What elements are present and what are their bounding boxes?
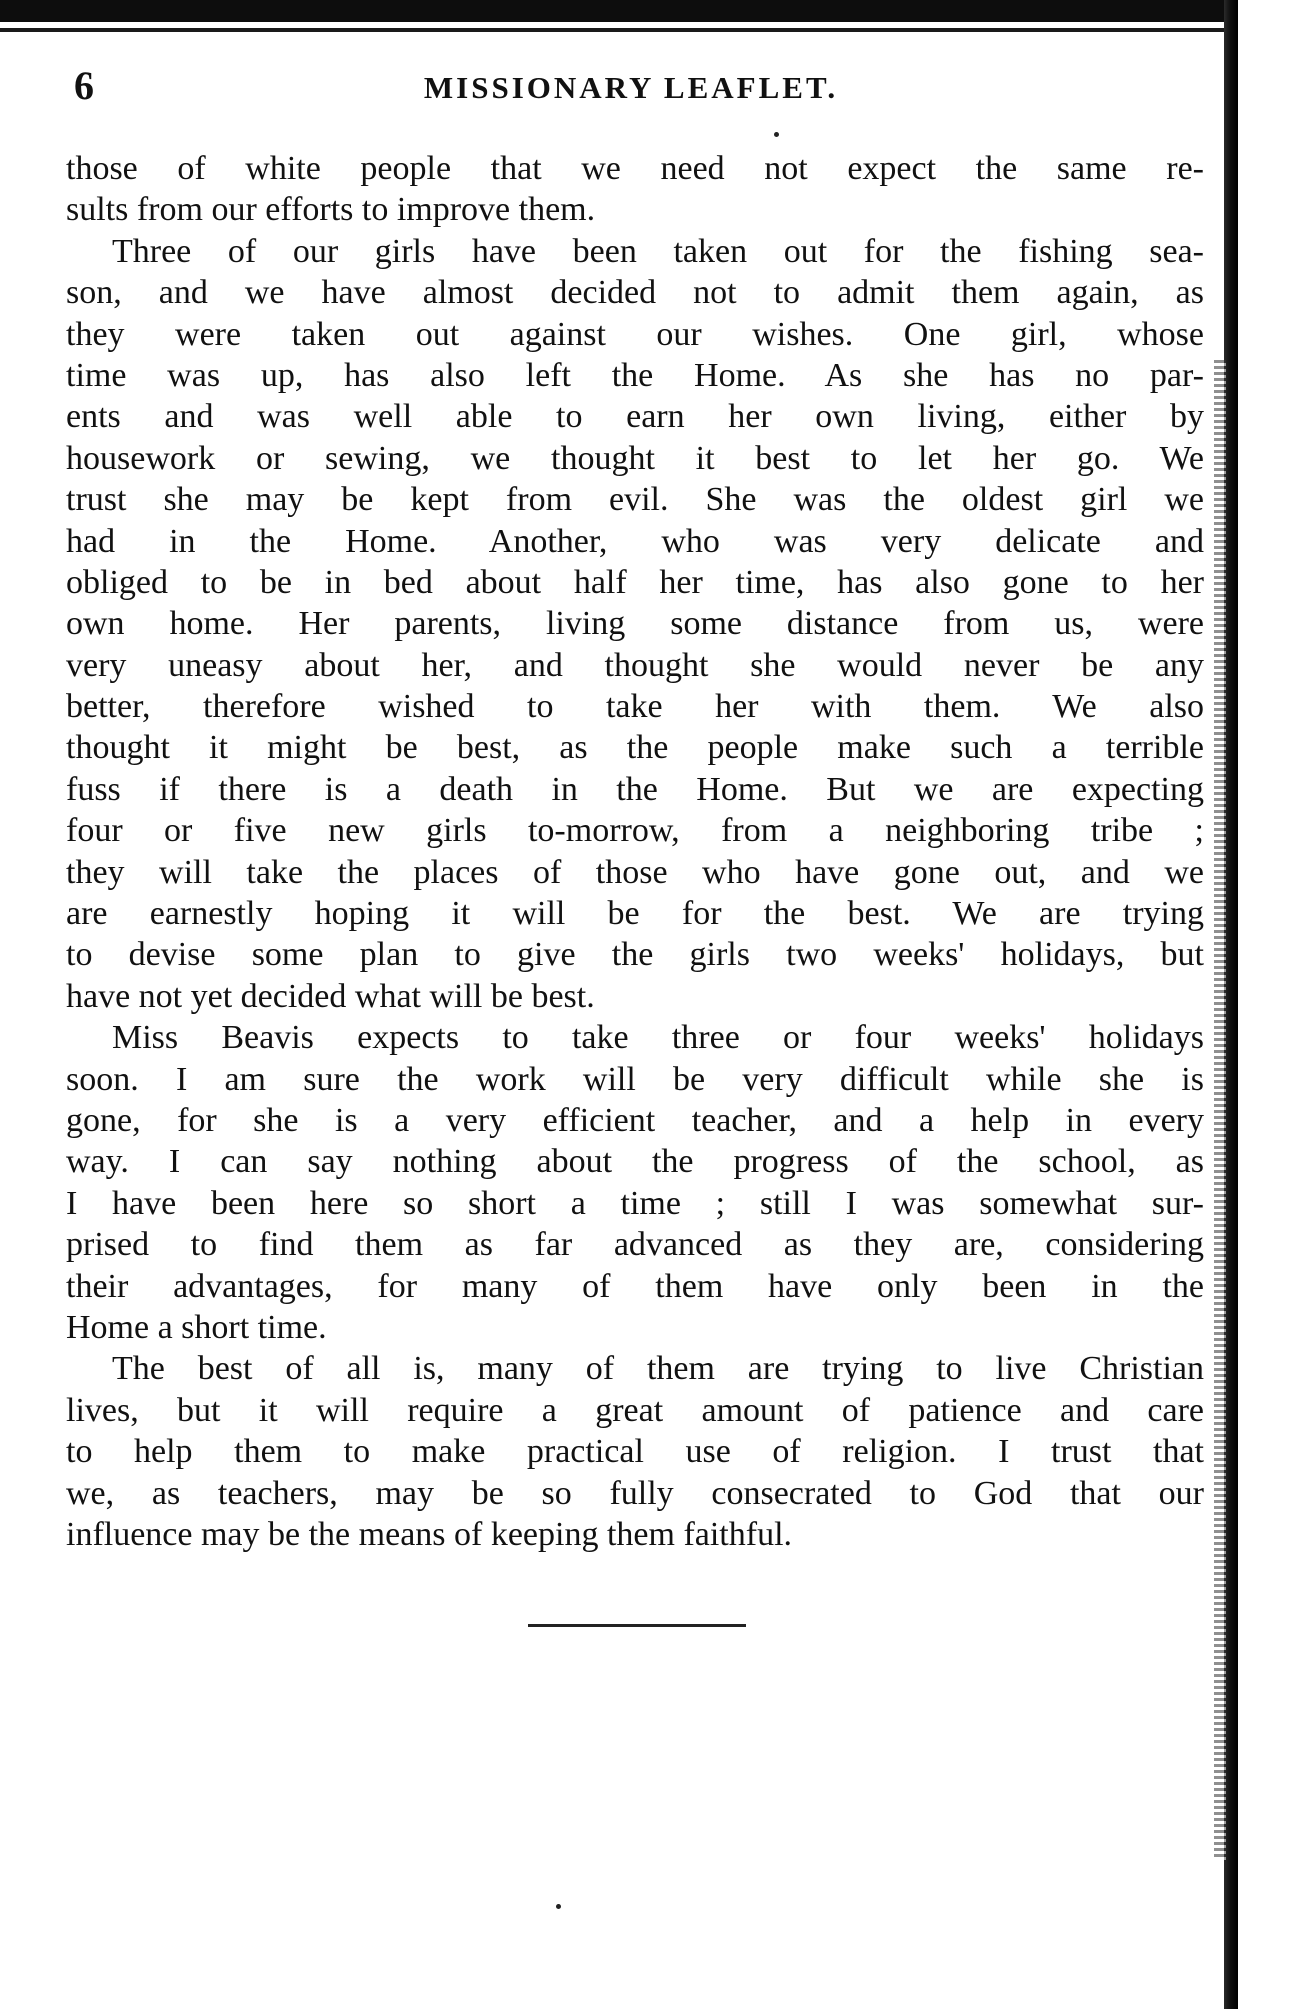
- text-line: soon. I am sure the work will be very difficult while she is: [66, 1060, 1204, 1098]
- paragraph: [66, 1017, 1204, 1348]
- text-line: son, and we have almost decided not to admit them again, as: [66, 274, 1204, 312]
- text-line: their advantages, for many of them have only been in the: [66, 1267, 1204, 1305]
- text-line: trust she may be kept from evil. She was the oldest girl we: [66, 481, 1204, 519]
- text-line: very uneasy about her, and thought she would never be any: [66, 646, 1204, 684]
- text-line: The best of all is, many of them are trying to live Christian: [112, 1350, 1204, 1388]
- article-body: [66, 148, 1204, 1555]
- text-line: time was up, has also left the Home. As she has no par-: [66, 356, 1204, 394]
- text-line: way. I can say nothing about the progress of the school, as: [66, 1143, 1204, 1181]
- text-line: influence may be the means of keeping them faithful.: [66, 1515, 793, 1553]
- text-line: own home. Her parents, living some distance from us, were: [66, 605, 1204, 643]
- text-line: prised to find them as far advanced as they are, considering: [66, 1226, 1204, 1264]
- page-header: [66, 62, 1196, 110]
- paragraph: [66, 231, 1204, 1017]
- text-line: had in the Home. Another, who was very delicate and: [66, 522, 1204, 560]
- text-line: to help them to make practical use of religion. I trust that: [66, 1433, 1204, 1471]
- section-end-rule: [528, 1624, 746, 1627]
- paragraph: [66, 148, 1204, 231]
- text-line: thought it might be best, as the people make such a terrible: [66, 729, 1204, 767]
- top-border-thin-rule: [0, 28, 1238, 32]
- running-title: MISSIONARY LEAFLET.: [423, 70, 839, 105]
- page-edge-shadow: [1214, 360, 1226, 1860]
- text-line: Three of our girls have been taken out for the fishing sea-: [112, 232, 1204, 270]
- paragraph: [66, 1348, 1204, 1555]
- text-line: those of white people that we need not expect the same re-: [66, 150, 1204, 187]
- text-line: Miss Beavis expects to take three or four weeks' holidays: [112, 1019, 1204, 1057]
- page-number: 6: [74, 63, 94, 108]
- text-line: lives, but it will require a great amount of patience and care: [66, 1391, 1204, 1429]
- print-speck: [556, 1904, 561, 1909]
- text-line: to devise some plan to give the girls two weeks' holidays, but: [66, 936, 1204, 974]
- text-line: four or five new girls to-morrow, from a neighboring tribe ;: [66, 812, 1204, 850]
- text-line: fuss if there is a death in the Home. But we are expecting: [66, 770, 1204, 808]
- top-border-rule: [0, 0, 1238, 22]
- text-line: are earnestly hoping it will be for the best. We are trying: [66, 895, 1204, 933]
- text-line: better, therefore wished to take her with them. We also: [66, 688, 1204, 726]
- text-line: I have been here so short a time ; still I was somewhat sur-: [66, 1184, 1204, 1222]
- text-line: have not yet decided what will be best.: [66, 977, 595, 1015]
- print-speck: [774, 132, 779, 137]
- text-line: we, as teachers, may be so fully consecrated to God that our: [66, 1474, 1204, 1512]
- text-line: they will take the places of those who have gone out, and we: [66, 853, 1204, 891]
- text-line: ents and was well able to earn her own living, either by: [66, 398, 1204, 436]
- text-line: gone, for she is a very efficient teacher, and a help in every: [66, 1101, 1204, 1139]
- text-line: they were taken out against our wishes. One girl, whose: [66, 315, 1204, 353]
- text-line: Home a short time.: [66, 1308, 327, 1346]
- page-right-edge: [1224, 0, 1238, 2009]
- text-line: housework or sewing, we thought it best to let her go. We: [66, 439, 1204, 477]
- text-line: obliged to be in bed about half her time, has also gone to her: [66, 563, 1204, 601]
- text-line: sults from our efforts to improve them.: [66, 191, 596, 229]
